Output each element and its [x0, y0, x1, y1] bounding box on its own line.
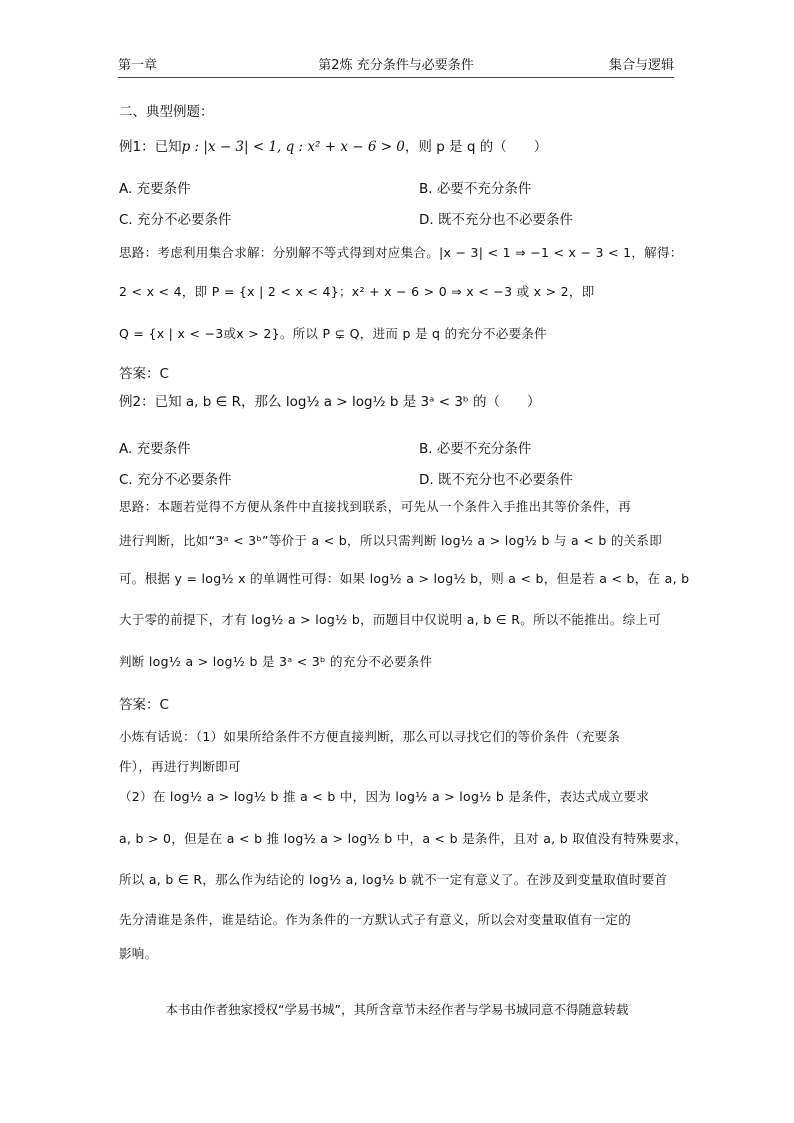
- tips-line-7: 影响。: [119, 946, 158, 961]
- section-title: 二、典型例题：: [119, 104, 214, 120]
- tips-line-2: 件），再进行判断即可: [119, 759, 241, 774]
- example1-option-a: A. 充要条件: [119, 181, 191, 197]
- example2-option-b: B. 必要不充分条件: [419, 441, 532, 457]
- tips-line-6: 先分清谁是条件，谁是结论。作为条件的一方默认式子有意义，所以会对变量取值有一定的: [119, 912, 632, 927]
- example1-analysis-line-1: 思路：考虑利用集合求解：分别解不等式得到对应集合。|x − 3| < 1 ⇒ −1 < x − 3 < 1，解得：: [119, 245, 683, 260]
- example1-option-b: B. 必要不充分条件: [419, 181, 532, 197]
- example1-stem-post: ，则 p 是 q 的（ ）: [404, 139, 548, 155]
- header-chapter: 第一章: [118, 58, 158, 73]
- header-rule: [118, 77, 674, 78]
- example2-analysis-line-3: 可。根据 y = log½ x 的单调性可得：如果 log½ a > log½ b，则 a < b，但是若 a < b，在 a, b: [119, 571, 690, 586]
- tips-line-1: 小炼有话说：（1）如果所给条件不方便直接判断，那么可以寻找它们的等价条件（充要条: [119, 729, 621, 744]
- example1-option-c: C. 充分不必要条件: [119, 212, 232, 228]
- example1-answer: 答案：C: [119, 366, 169, 382]
- example2-stem: 例2：已知 a, b ∈ R，那么 log½ a > log½ b 是 3ᵃ < 3ᵇ 的（ ）: [119, 394, 541, 410]
- example1-analysis-line-2: 2 < x < 4，即 P = {x | 2 < x < 4}；x² + x − 6 > 0 ⇒ x < −3 或 x > 2，即: [119, 284, 595, 299]
- tips-line-5: 所以 a, b ∈ R，那么作为结论的 log½ a, log½ b 就不一定有意义了。在涉及到变量取值时要首: [119, 872, 668, 887]
- page-header: [118, 54, 674, 76]
- example1-analysis-line-3: Q = {x | x < −3或x > 2}。所以 P ⊊ Q，进而 p 是 q 的充分不必要条件: [119, 326, 547, 341]
- tips-line-4: a, b > 0，但是在 a < b 推 log½ a > log½ b 中，a < b 是条件，且对 a, b 取值没有特殊要求，: [119, 831, 688, 846]
- example1-stem-math: p : |x − 3| < 1, q : x² + x − 6 > 0: [181, 139, 405, 155]
- example2-option-d: D. 既不充分也不必要条件: [419, 472, 573, 488]
- header-lesson: 第2炼 充分条件与必要条件: [318, 58, 474, 73]
- header-topic: 集合与逻辑: [608, 58, 674, 73]
- example1-stem-pre: 例1：已知: [119, 139, 182, 155]
- example2-answer: 答案：C: [119, 697, 169, 713]
- example2-analysis-line-2: 进行判断，比如“3ᵃ < 3ᵇ”等价于 a < b，所以只需判断 log½ a > log½ b 与 a < b 的关系即: [119, 533, 663, 548]
- page-footer: 本书由作者独家授权“学易书城”，其所含章节未经作者与学易书城同意不得随意转载: [165, 1002, 629, 1017]
- example2-option-a: A. 充要条件: [119, 441, 191, 457]
- example2-analysis-line-1: 思路：本题若觉得不方便从条件中直接找到联系，可先从一个条件入手推出其等价条件，再: [119, 499, 632, 514]
- example2-analysis-line-4: 大于零的前提下，才有 log½ a > log½ b，而题目中仅说明 a, b ∈ R。所以不能推出。综上可: [119, 612, 662, 627]
- example1-stem: [119, 137, 547, 157]
- example1-option-d: D. 既不充分也不必要条件: [419, 212, 573, 228]
- example2-option-c: C. 充分不必要条件: [119, 472, 232, 488]
- example2-analysis-line-5: 判断 log½ a > log½ b 是 3ᵃ < 3ᵇ 的充分不必要条件: [119, 654, 433, 669]
- tips-line-3: （2）在 log½ a > log½ b 推 a < b 中，因为 log½ a > log½ b 是条件，表达式成立要求: [119, 789, 650, 804]
